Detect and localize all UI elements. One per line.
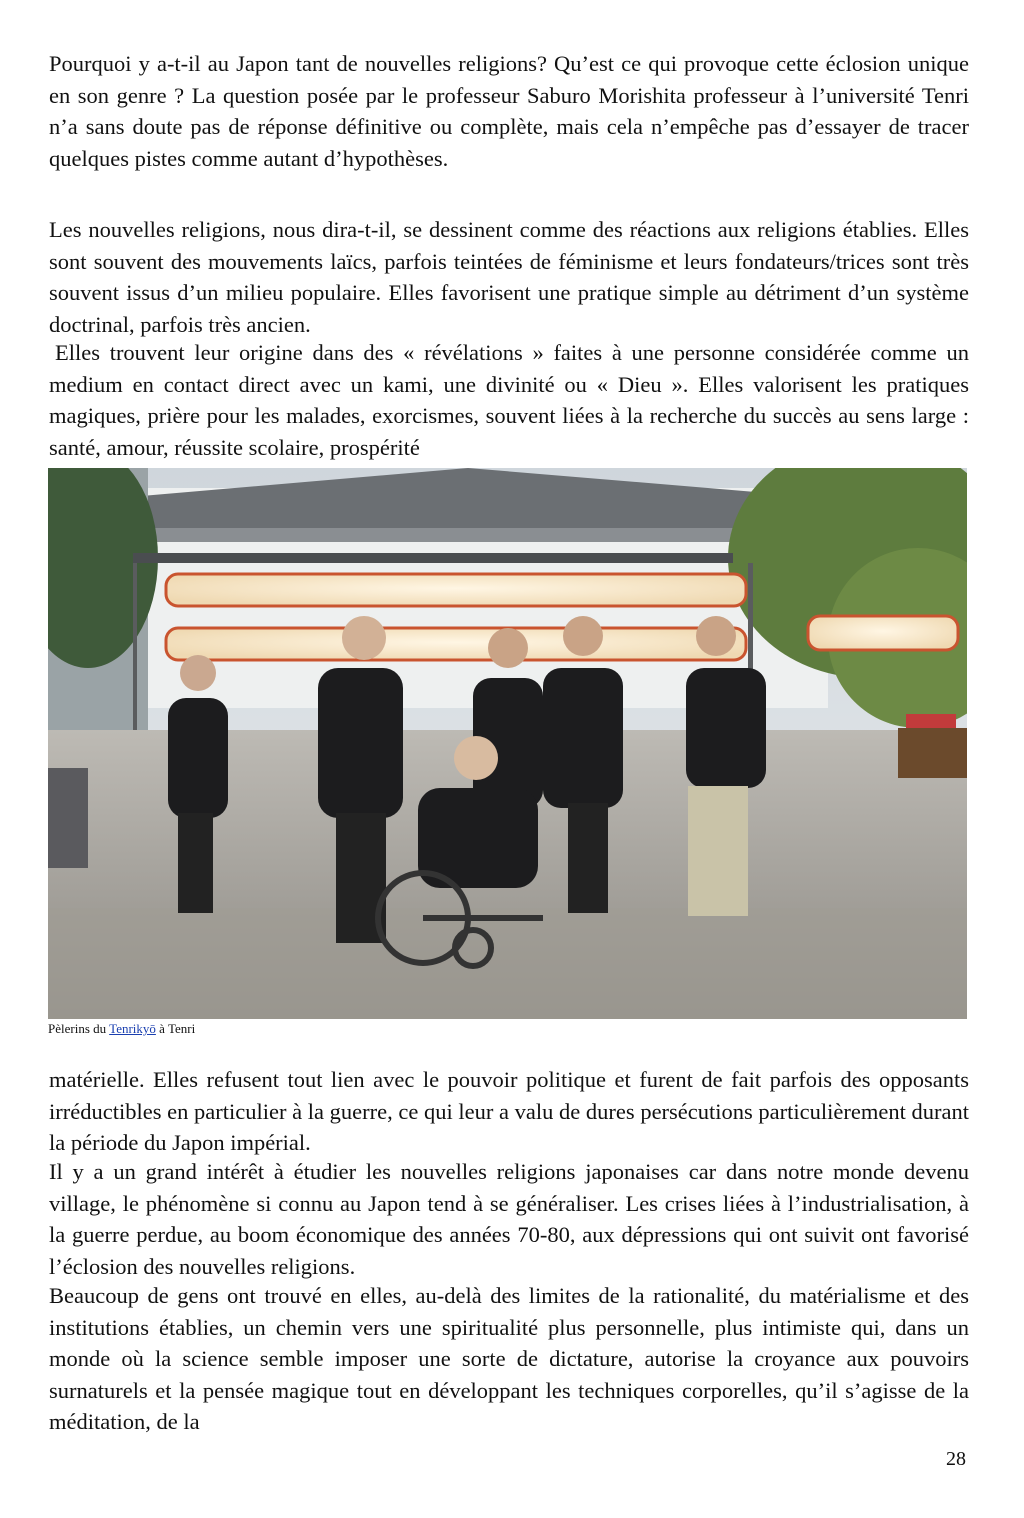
paragraph-3: Elles trouvent leur origine dans des « révélations » faites à une personne considérée comme un medium en contact direct avec un kami, une divinité ou « Dieu ». Elles valorisent les pratiques magiques, prière pour les malades, exorcismes, souvent liées à la recherche du succès au sens large : santé, amour, réussite scolaire, prospérité [49,340,969,460]
photo-caption [48,1021,195,1037]
paragraph-5: Il y a un grand intérêt à étudier les nouvelles religions japonaises car dans notre monde devenu village, le phénomène si connu au Japon tend à se généraliser. Les crises liées à l’industrialisation, à la guerre perdue, au boom économique des années 70-80, aux dépressions qui ont suivit ont favorisé l’éclosion des nouvelles religions. [49,1159,969,1279]
paragraph-6: Beaucoup de gens ont trouvé en elles, au-delà des limites de la rationalité, du matérialisme et des institutions établies, un chemin vers une spiritualité plus personnelle, plus intimiste qui, dans un monde où la science semble imposer une sorte de dictature, autorise la croyance aux pouvoirs surnaturels et la pensée magique tout en développant les techniques corporelles, qu’il s’agisse de la méditation, de la [49,1283,969,1434]
page-number: 28 [946,1448,966,1470]
caption-text-before: Pèlerins du [48,1021,110,1036]
caption-text-after: à Tenri [155,1021,196,1036]
paragraph-4: matérielle. Elles refusent tout lien avec le pouvoir politique et furent de fait parfois des opposants irréductibles en particulier à la guerre, ce qui leur a valu de dures persécutions particulièrement durant la période du Japon impérial. [49,1067,969,1155]
paragraph-1: Pourquoi y a-t-il au Japon tant de nouvelles religions? Qu’est ce qui provoque cette éclosion unique en son genre ? La question posée par le professeur Saburo Morishita professeur à l’université Tenri n’a sans doute pas de réponse définitive ou complète, mais cela n’empêche pas d’essayer de tracer quelques pistes comme autant d’hypothèses. [49,51,969,171]
paragraph-2: Les nouvelles religions, nous dira-t-il, se dessinent comme des réactions aux religions établies. Elles sont souvent des mouvements laïcs, parfois teintées de féminisme et leurs fondateurs/trices sont très souvent issus d’un milieu populaire. Elles favorisent une pratique simple au détriment d’un système doctrinal, parfois très ancien. [49,217,969,337]
caption-link-tenrikyo[interactable]: Tenrikyō [109,1021,156,1036]
pilgrims-photo [48,468,967,1019]
